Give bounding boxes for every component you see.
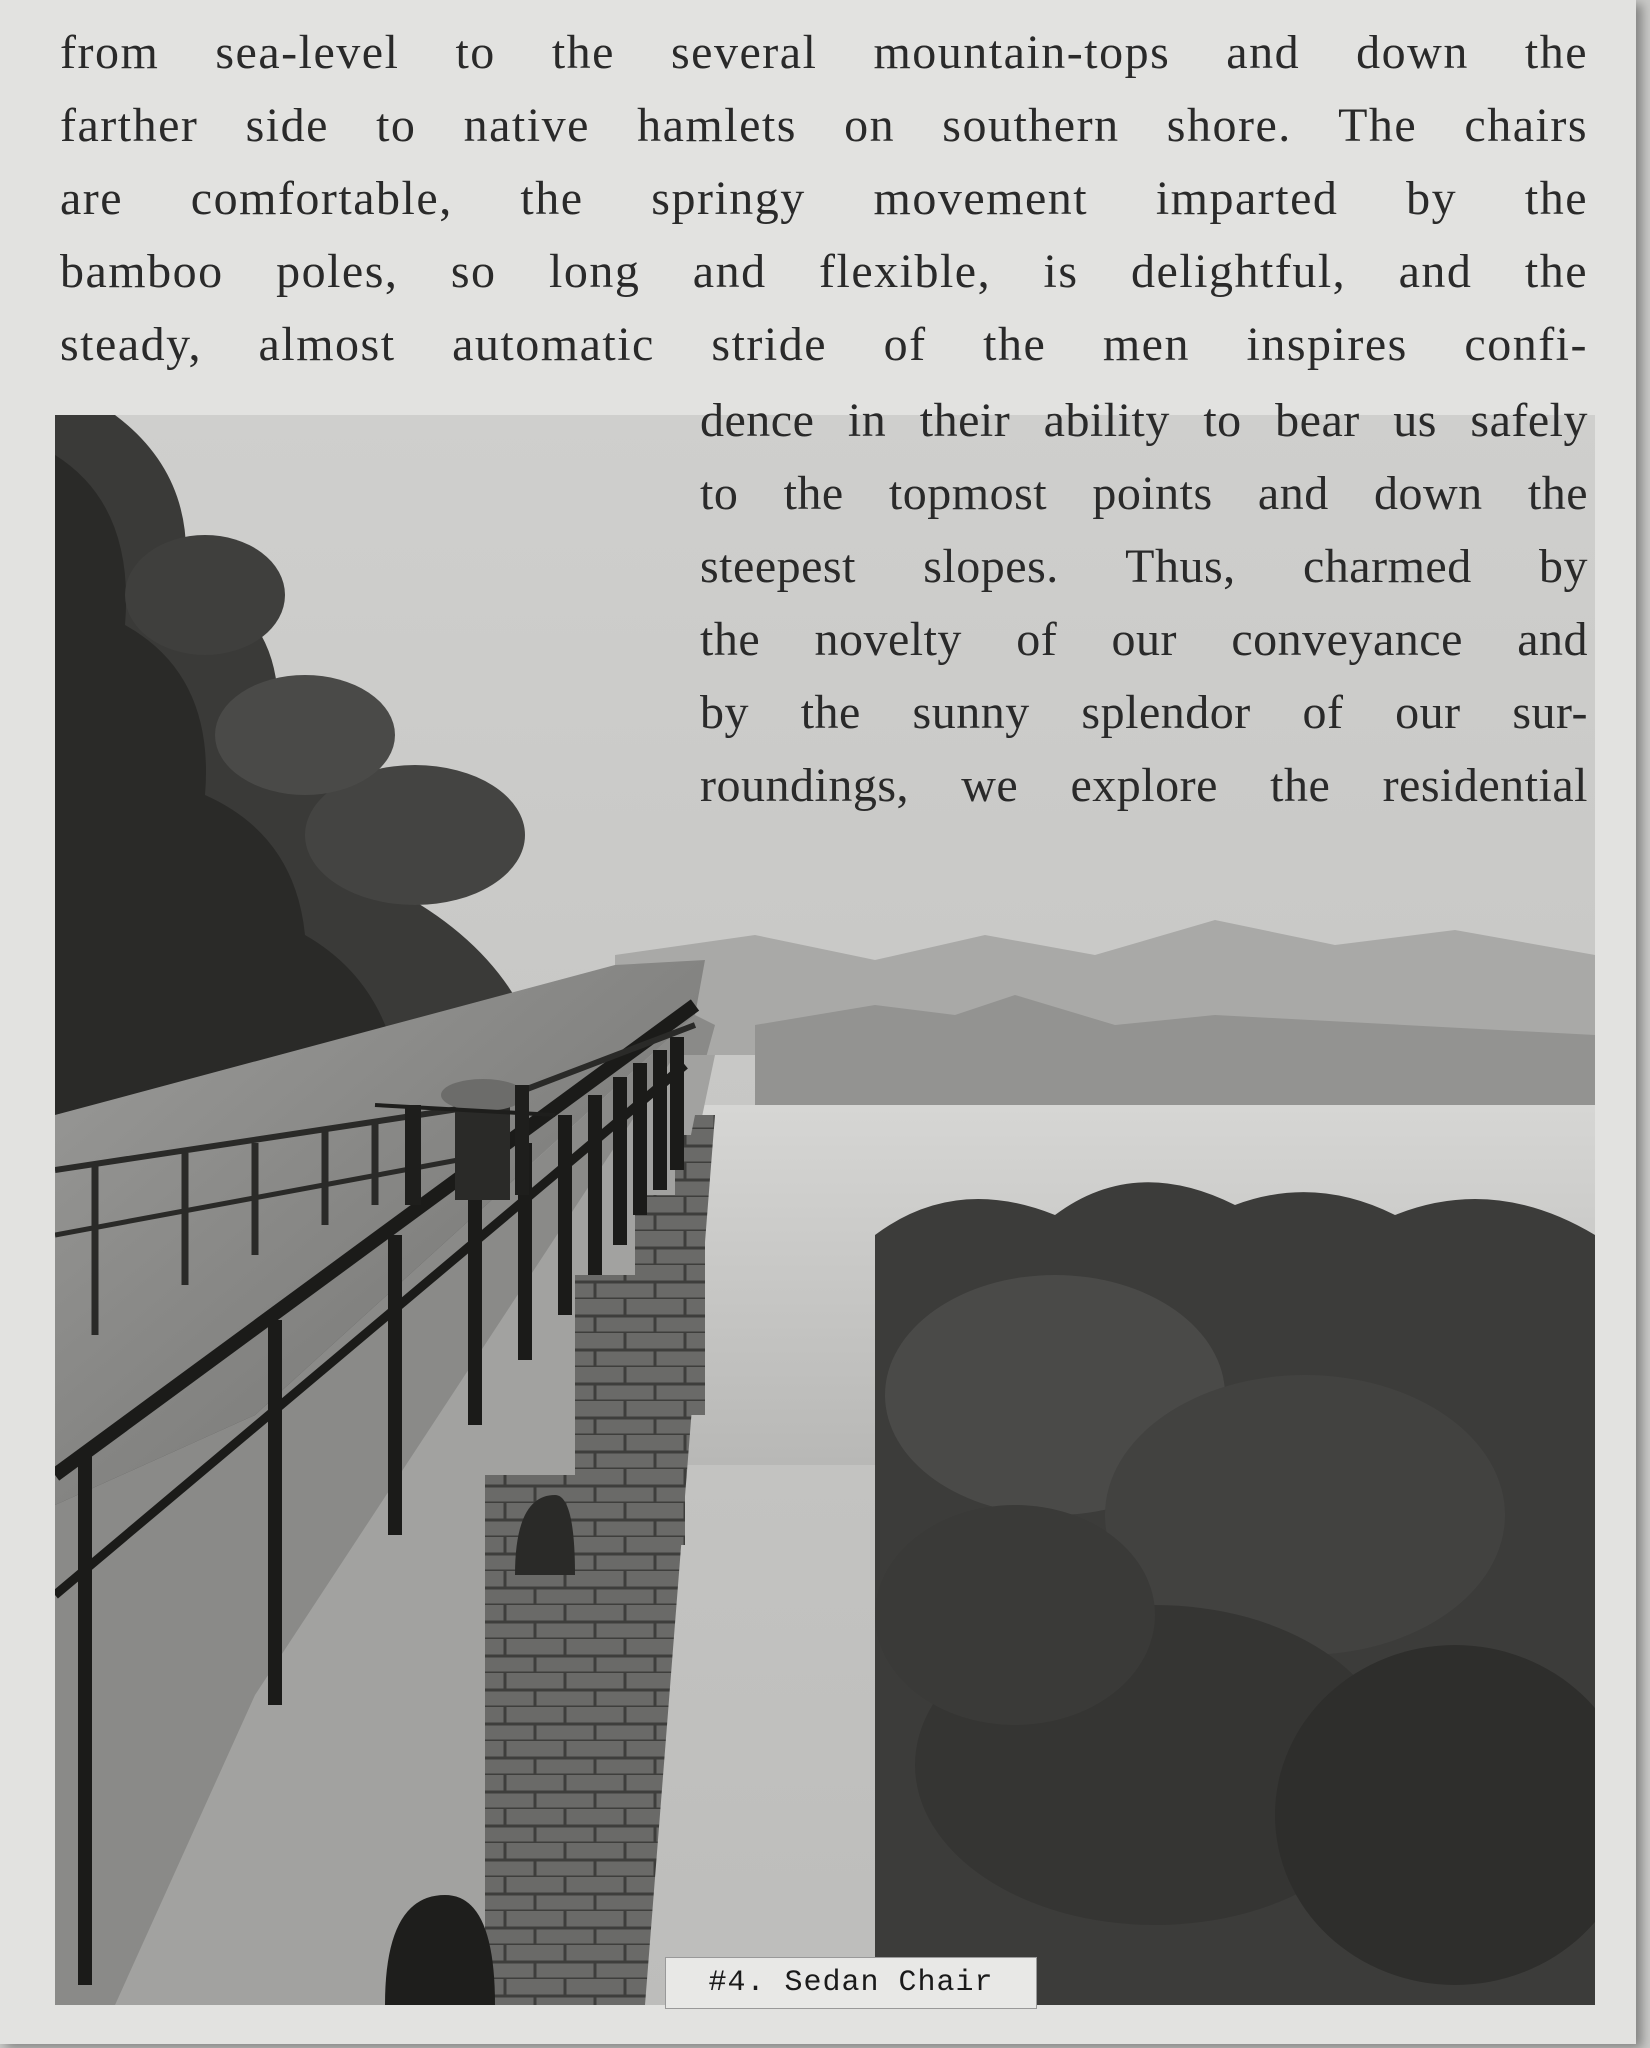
text-line: the novelty of our conveyance and xyxy=(700,613,1588,666)
text-line: from sea-level to the several mountain-tops and down the xyxy=(60,26,1588,79)
text-line: dence in their ability to bear us safely xyxy=(700,394,1588,447)
text-line: bamboo poles, so long and flexible, is delightful, and the xyxy=(60,245,1588,298)
photo-caption-label: #4. Sedan Chair xyxy=(665,1957,1037,2009)
text-line: to the topmost points and down the xyxy=(700,467,1588,520)
text-line: farther side to native hamlets on southern shore. The chairs xyxy=(60,99,1588,152)
article-text-right-column xyxy=(700,384,1588,822)
article-text-top xyxy=(60,16,1588,381)
text-line: steepest slopes. Thus, charmed by xyxy=(700,540,1588,593)
text-line: by the sunny splendor of our sur- xyxy=(700,686,1588,739)
text-line: steady, almost automatic stride of the men inspires confi- xyxy=(60,318,1588,371)
text-line: are comfortable, the springy movement imparted by the xyxy=(60,172,1588,225)
text-line: roundings, we explore the residential xyxy=(700,759,1588,812)
